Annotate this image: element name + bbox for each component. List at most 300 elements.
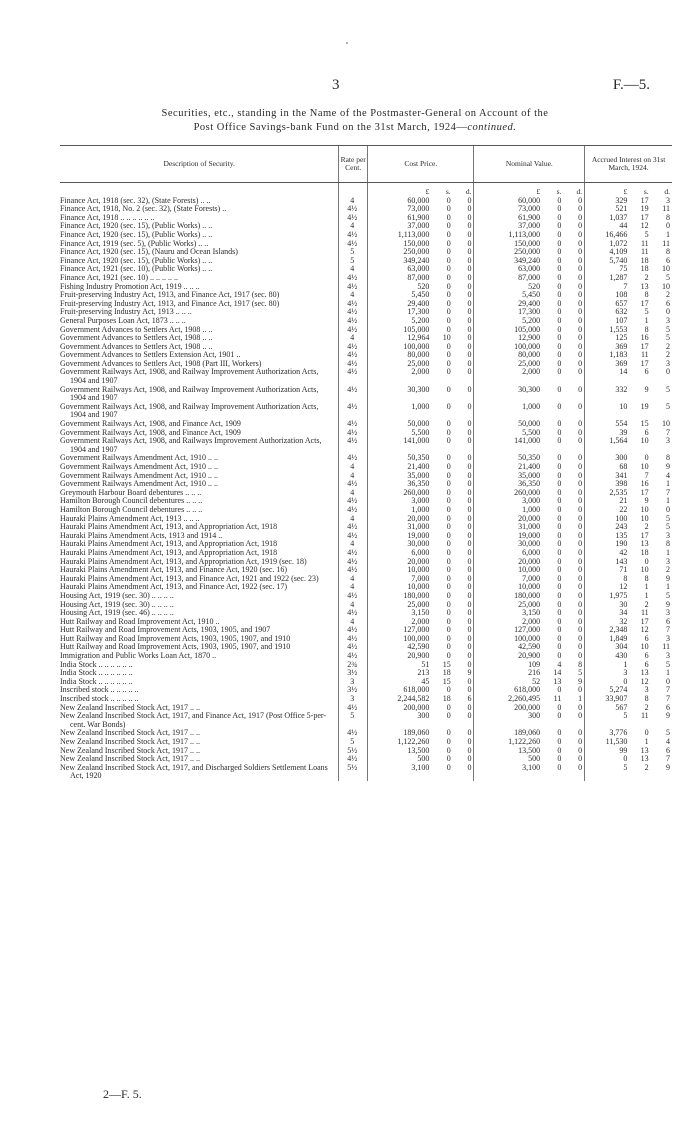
nominal-shillings: 0 (557, 651, 562, 661)
cost-pounds: 213 (368, 669, 432, 678)
accrued-pence: 2 (666, 341, 670, 351)
nominal-pounds: 5,500 (474, 429, 542, 438)
cost-pounds: 1,000 (368, 403, 432, 420)
accrued-pounds: 341 (585, 472, 630, 481)
table-row (60, 712, 672, 729)
cost-pence: 0 (467, 358, 472, 368)
accrued-shillings: 1 (644, 315, 649, 325)
rate-per-cent: 4½ (339, 497, 368, 506)
nominal-pence: 0 (578, 212, 583, 222)
cost-shillings: 0 (446, 565, 451, 575)
nominal-pounds: 12,900 (474, 334, 542, 343)
cost-pence: 0 (467, 470, 472, 480)
nominal-pence: 0 (578, 513, 583, 523)
security-description-text: Hauraki Plains Amendment Acts, 1913 and 1914 .. (60, 530, 223, 540)
cost-pounds: 20,900 (368, 652, 432, 661)
security-description-text: Fishing Industry Promotion Act, 1919 .. .. .. (60, 281, 200, 291)
accrued-shillings: 10 (640, 462, 649, 471)
cost-shillings: 0 (446, 522, 451, 532)
nominal-pence: 0 (578, 762, 583, 772)
nominal-pounds: 141,000 (474, 437, 542, 454)
nominal-pence: 1 (578, 694, 583, 704)
cost-pence: 0 (467, 590, 472, 600)
security-description-text: Government Railways Amendment Act, 1910 .. .. (60, 453, 218, 463)
accrued-pence: 2 (666, 290, 670, 300)
nominal-shillings: 0 (557, 298, 562, 308)
accrued-pounds: 369 (585, 343, 630, 352)
nominal-pence: 0 (578, 590, 583, 600)
nominal-shillings: 0 (557, 522, 562, 532)
accrued-pounds: 0 (585, 755, 630, 764)
cost-shillings: 0 (446, 324, 451, 334)
nominal-shillings: 0 (557, 307, 562, 317)
nominal-pence: 0 (578, 324, 583, 334)
accrued-shillings: 1 (644, 737, 649, 746)
nominal-pounds: 31,000 (474, 523, 542, 532)
nominal-pence: 0 (578, 462, 583, 471)
cost-shillings: 0 (446, 556, 451, 566)
accrued-pounds: 304 (585, 643, 630, 652)
accrued-pounds: 243 (585, 523, 630, 532)
page-reference: F.—5. (612, 77, 650, 93)
cost-shillings: 0 (446, 711, 451, 721)
accrued-shillings: 17 (640, 195, 649, 205)
accrued-shillings: 15 (640, 419, 649, 429)
nominal-pounds: 3,000 (474, 497, 542, 506)
accrued-pounds: 657 (585, 300, 630, 309)
nominal-pounds: 349,240 (474, 257, 542, 266)
nominal-shillings: 0 (557, 221, 562, 231)
security-description-text: Finance Act, 1921 (sec. 10), (Public Works) .. .. (60, 264, 213, 274)
cost-pence: 0 (467, 479, 472, 489)
nominal-pence: 0 (578, 522, 583, 532)
cost-shillings: 0 (446, 358, 451, 368)
cost-pence: 0 (467, 728, 472, 738)
cost-pounds: 12,964 (368, 334, 432, 343)
cost-shillings: 0 (446, 427, 451, 437)
nominal-pence: 0 (578, 633, 583, 643)
cost-pounds: 1,000 (368, 506, 432, 515)
accrued-shillings: 10 (640, 436, 649, 446)
nominal-pence: 0 (578, 728, 583, 738)
rate-per-cent: 4½ (339, 643, 368, 652)
accrued-pence: 10 (662, 264, 670, 274)
cost-pence: 0 (467, 496, 472, 506)
cost-pounds: 80,000 (368, 351, 432, 360)
accrued-pence: 0 (666, 504, 670, 514)
cost-shillings: 0 (446, 281, 451, 291)
security-description-text: Government Advances to Settlers Act, 1908 .. .. (60, 341, 213, 351)
cost-pence: 0 (467, 195, 472, 205)
rate-per-cent: 4 (339, 601, 368, 610)
accrued-pounds: 5 (585, 764, 630, 781)
nominal-shillings: 0 (557, 556, 562, 566)
rate-per-cent: 3 (339, 678, 368, 687)
rate-per-cent: 4 (339, 575, 368, 584)
accrued-pence: 5 (666, 659, 670, 669)
cost-shillings: 0 (446, 290, 451, 300)
nominal-shillings: 0 (557, 625, 562, 635)
cost-pounds: 31,000 (368, 523, 432, 532)
cost-shillings: 0 (446, 633, 451, 643)
nominal-pence: 0 (578, 496, 583, 506)
accrued-pence: 10 (662, 281, 670, 291)
cost-pence: 0 (467, 642, 472, 652)
accrued-pence: 0 (666, 307, 670, 317)
accrued-shillings: 18 (640, 255, 649, 265)
cost-pounds: 30,000 (368, 540, 432, 549)
cost-pounds: 50,000 (368, 420, 432, 429)
nominal-shillings: 0 (557, 762, 562, 772)
accrued-shillings: 13 (640, 754, 649, 764)
unit-pence: d. (576, 187, 583, 196)
accrued-pounds: 554 (585, 420, 630, 429)
nominal-shillings: 0 (557, 264, 562, 274)
accrued-pence: 1 (666, 547, 670, 557)
cost-pence: 0 (467, 573, 472, 583)
accrued-shillings: 19 (640, 401, 649, 411)
security-description-text: Government Railways Amendment Act, 1910 .. .. (60, 479, 218, 489)
cost-shillings: 15 (442, 659, 451, 669)
cost-pounds: 50,350 (368, 454, 432, 463)
accrued-pence: 8 (666, 453, 670, 463)
cost-shillings: 0 (446, 307, 451, 317)
nominal-shillings: 0 (557, 590, 562, 600)
nominal-pence: 0 (578, 573, 583, 583)
cost-pence: 0 (467, 616, 472, 626)
accrued-pence: 3 (666, 436, 670, 446)
page-footer: 2—F. 5. (103, 1087, 142, 1101)
rate-per-cent: 5 (339, 712, 368, 729)
accrued-pounds: 3,776 (585, 729, 630, 738)
accrued-pounds: 5,740 (585, 257, 630, 266)
nominal-pence: 0 (578, 272, 583, 282)
accrued-shillings: 17 (640, 530, 649, 540)
cost-shillings: 0 (446, 642, 451, 652)
nominal-shillings: 0 (557, 324, 562, 334)
nominal-pounds: 42,590 (474, 643, 542, 652)
cost-pounds: 500 (368, 755, 432, 764)
nominal-pounds: 30,300 (474, 386, 542, 403)
nominal-pounds: 1,122,260 (474, 738, 542, 747)
nominal-pounds: 1,113,000 (474, 231, 542, 240)
accrued-shillings: 10 (640, 565, 649, 575)
header-row (60, 146, 672, 183)
nominal-pence: 8 (578, 659, 583, 669)
rate-per-cent: 4½ (339, 523, 368, 532)
nominal-pence: 0 (578, 264, 583, 274)
nominal-shillings: 4 (557, 659, 562, 669)
cost-shillings: 0 (446, 745, 451, 755)
cost-shillings: 0 (446, 487, 451, 497)
accrued-pence: 6 (666, 745, 670, 755)
cost-pence: 0 (467, 530, 472, 540)
cost-shillings: 0 (446, 264, 451, 274)
nominal-pence: 0 (578, 702, 583, 712)
nominal-shillings: 0 (557, 616, 562, 626)
cost-pence: 0 (467, 462, 472, 471)
cost-pence: 0 (467, 625, 472, 635)
security-description (60, 403, 339, 420)
nominal-shillings: 0 (557, 513, 562, 523)
nominal-pence: 0 (578, 281, 583, 291)
nominal-pounds: 180,000 (474, 592, 542, 601)
page-number: 3 (332, 77, 340, 93)
cost-pounds: 618,000 (368, 686, 432, 695)
cost-pounds: 141,000 (368, 437, 432, 454)
accrued-shillings: 13 (640, 668, 649, 678)
security-description-text: Finance Act, 1921 (sec. 10) .. .. .. .. .. (60, 272, 178, 282)
security-description (60, 712, 339, 729)
security-description-text: Hauraki Plains Amendment Act, 1913, and Finance Act, 1920 (sec. 16) (60, 565, 288, 575)
accrued-pence: 0 (666, 221, 670, 231)
accrued-pence: 6 (666, 702, 670, 712)
rate-per-cent: 4 (339, 472, 368, 481)
cost-pence: 0 (467, 633, 472, 643)
nominal-pounds: 189,060 (474, 729, 542, 738)
cost-pounds: 5,450 (368, 291, 432, 300)
accrued-pounds: 1,072 (585, 240, 630, 249)
accrued-shillings: 0 (644, 556, 649, 566)
accrued-pence: 3 (666, 195, 670, 205)
accrued-pounds: 68 (585, 463, 630, 472)
rate-per-cent: 4½ (339, 343, 368, 352)
rate-per-cent: 4½ (339, 214, 368, 223)
accrued-pence: 7 (666, 427, 670, 437)
nominal-pounds: 60,000 (474, 197, 542, 206)
cost-shillings: 0 (446, 599, 451, 609)
rate-per-cent: 4½ (339, 386, 368, 403)
accrued-shillings: 11 (640, 350, 649, 360)
cost-shillings: 0 (446, 453, 451, 463)
security-description-text: Fruit-preserving Industry Act, 1913, and Finance Act, 1917 (sec. 80) (60, 298, 280, 308)
security-description-text: Hutt Railway and Road Improvement Acts, 1903, 1905, 1907, and 1910 (60, 633, 291, 643)
cost-pence: 0 (467, 281, 472, 291)
cost-pounds: 25,000 (368, 601, 432, 610)
cost-shillings: 0 (446, 625, 451, 635)
accrued-pounds: 16,466 (585, 231, 630, 240)
nominal-pounds: 3,100 (474, 764, 542, 781)
cost-shillings: 0 (446, 754, 451, 764)
cost-shillings: 0 (446, 496, 451, 506)
accrued-shillings: 8 (644, 324, 649, 334)
cost-pounds: 45 (368, 678, 432, 687)
nominal-pence: 0 (578, 238, 583, 248)
nominal-shillings: 0 (557, 212, 562, 222)
cost-pounds: 3,000 (368, 497, 432, 506)
security-description-text: Government Railways Amendment Act, 1910 .. .. (60, 470, 218, 480)
unit-shillings: s. (643, 187, 649, 196)
cost-pounds: 250,000 (368, 248, 432, 257)
nominal-shillings: 0 (557, 229, 562, 239)
nominal-pounds: 10,000 (474, 583, 542, 592)
nominal-shillings: 0 (557, 255, 562, 265)
cost-pence: 0 (467, 685, 472, 695)
table-row (60, 764, 672, 781)
accrued-shillings: 2 (644, 272, 649, 282)
units-row (60, 183, 672, 197)
cost-shillings: 0 (446, 229, 451, 239)
nominal-pence: 0 (578, 539, 583, 549)
security-description-text: Hamilton Borough Council debentures .. .. .. (60, 496, 203, 506)
security-description-text: Government Railways Act, 1908, and Railways Improvement Authorization Acts, 1904 and 1907 (60, 436, 322, 454)
nominal-pounds: 36,350 (474, 480, 542, 489)
accrued-pence: 5 (666, 384, 670, 394)
nominal-pence: 0 (578, 453, 583, 463)
accrued-pounds: 21 (585, 497, 630, 506)
accrued-shillings: 17 (640, 298, 649, 308)
cost-shillings: 0 (446, 221, 451, 231)
rate-per-cent: 4½ (339, 549, 368, 558)
accrued-pence: 4 (666, 470, 670, 480)
nominal-pounds: 618,000 (474, 686, 542, 695)
cost-shillings: 0 (446, 539, 451, 549)
accrued-shillings: 6 (644, 367, 649, 377)
title-line-2 (40, 121, 670, 135)
nominal-pounds: 127,000 (474, 626, 542, 635)
nominal-pounds: 109 (474, 661, 542, 670)
cost-pence: 0 (467, 419, 472, 429)
accrued-shillings: 18 (640, 264, 649, 274)
cost-pence: 0 (467, 247, 472, 257)
nominal-pence: 0 (578, 315, 583, 325)
header-rate: Rate per Cent. (339, 146, 368, 183)
accrued-shillings: 6 (644, 659, 649, 669)
nominal-pence: 0 (578, 401, 583, 411)
cost-pounds: 349,240 (368, 257, 432, 266)
rate-per-cent: 4½ (339, 704, 368, 713)
security-description-text: Government Railways Act, 1908, and Railway Improvement Authorization Acts, 1904 and 1907 (60, 367, 319, 386)
accrued-pence: 11 (662, 642, 670, 652)
nominal-pence: 0 (578, 737, 583, 746)
cost-pence: 0 (467, 754, 472, 764)
cost-pence: 0 (467, 504, 472, 514)
cost-pounds: 13,500 (368, 747, 432, 756)
accrued-pounds: 32 (585, 618, 630, 627)
cost-shillings: 0 (446, 685, 451, 695)
nominal-pounds: 200,000 (474, 704, 542, 713)
header-cost: Cost Price. (368, 146, 474, 183)
cost-shillings: 0 (446, 547, 451, 557)
accrued-pence: 3 (666, 530, 670, 540)
accrued-pounds: 369 (585, 360, 630, 369)
security-description-text: Finance Act, 1918, No. 2 (sec. 32), (State Forests) .. (60, 204, 227, 214)
nominal-shillings: 0 (557, 642, 562, 652)
cost-pence: 0 (467, 238, 472, 248)
cost-shillings: 0 (446, 573, 451, 583)
nominal-shillings: 0 (557, 315, 562, 325)
nominal-pence: 0 (578, 470, 583, 480)
cost-pence: 0 (467, 565, 472, 575)
cost-shillings: 0 (446, 204, 451, 214)
accrued-pounds: 521 (585, 205, 630, 214)
unit-pence: d. (664, 187, 670, 196)
nominal-shillings: 0 (557, 462, 562, 471)
cost-pence: 0 (467, 659, 472, 669)
accrued-pounds: 398 (585, 480, 630, 489)
nominal-pounds: 21,400 (474, 463, 542, 472)
accrued-shillings: 17 (640, 212, 649, 222)
security-description-text: Inscribed stock .. .. .. .. .. (60, 694, 139, 704)
accrued-pence: 0 (666, 367, 670, 377)
cost-pence: 9 (467, 668, 472, 678)
accrued-pence: 9 (666, 711, 670, 721)
nominal-shillings: 0 (557, 728, 562, 738)
nominal-shillings: 0 (557, 401, 562, 411)
accrued-pence: 3 (666, 633, 670, 643)
nominal-pence: 0 (578, 358, 583, 368)
security-description-text: Finance Act, 1918 (sec. 32), (State Forests) .. .. (60, 195, 211, 205)
nominal-shillings: 0 (557, 496, 562, 506)
table-row (60, 386, 672, 403)
nominal-shillings: 0 (557, 204, 562, 214)
cost-shillings: 0 (446, 479, 451, 489)
cost-pounds: 35,000 (368, 472, 432, 481)
header-description: Description of Security. (60, 146, 339, 183)
cost-pence: 6 (467, 694, 472, 704)
security-description-text: Government Railways Act, 1908, and Finance Act, 1909 (60, 427, 241, 437)
cost-pounds: 2,000 (368, 618, 432, 627)
cost-pence: 0 (467, 547, 472, 557)
rate-per-cent: 4½ (339, 317, 368, 326)
cost-pence: 0 (467, 401, 472, 411)
security-description-text: Government Railways Amendment Act, 1910 .. .. (60, 462, 218, 471)
nominal-pence: 0 (578, 427, 583, 437)
rate-per-cent: 4 (339, 583, 368, 592)
securities-body (60, 197, 672, 781)
cost-pounds: 260,000 (368, 489, 432, 498)
accrued-pence: 10 (662, 419, 670, 429)
nominal-pence: 0 (578, 195, 583, 205)
nominal-shillings: 0 (557, 358, 562, 368)
unit-pence: d. (465, 187, 472, 196)
cost-pence: 0 (467, 255, 472, 265)
rate-per-cent: 5½ (339, 764, 368, 781)
cost-shillings: 0 (446, 651, 451, 661)
cost-pounds: 5,500 (368, 429, 432, 438)
rate-per-cent: 4½ (339, 558, 368, 567)
accrued-pence: 9 (666, 762, 670, 772)
accrued-pounds: 8 (585, 575, 630, 584)
cost-pounds: 520 (368, 283, 432, 292)
cost-shillings: 0 (446, 728, 451, 738)
accrued-shillings: 12 (640, 625, 649, 635)
security-description-text: Government Railways Act, 1908, and Railway Improvement Authorization Acts, 1904 and 1907 (60, 401, 319, 420)
nominal-pounds: 150,000 (474, 240, 542, 249)
cost-pounds: 3,150 (368, 609, 432, 618)
security-description-text: Housing Act, 1919 (sec. 46) .. .. .. .. (60, 608, 174, 618)
nominal-pounds: 61,900 (474, 214, 542, 223)
nominal-pence: 0 (578, 333, 583, 343)
nominal-pence: 0 (578, 204, 583, 214)
security-description-text: Finance Act, 1918 .. .. .. .. .. .. (60, 212, 155, 222)
accrued-pounds: 99 (585, 747, 630, 756)
cost-pence: 0 (467, 204, 472, 214)
accrued-pence: 8 (666, 247, 670, 257)
nominal-pence: 0 (578, 599, 583, 609)
cost-pence: 0 (467, 651, 472, 661)
rate-per-cent: 4½ (339, 480, 368, 489)
cost-pence: 0 (467, 487, 472, 497)
nominal-pounds: 250,000 (474, 248, 542, 257)
nominal-pence: 5 (578, 668, 583, 678)
rate-per-cent: 5 (339, 248, 368, 257)
cost-pounds: 29,400 (368, 300, 432, 309)
accrued-shillings: 6 (644, 633, 649, 643)
nominal-pence: 0 (578, 582, 583, 592)
nominal-pence: 0 (578, 556, 583, 566)
rate-per-cent: 4½ (339, 308, 368, 317)
